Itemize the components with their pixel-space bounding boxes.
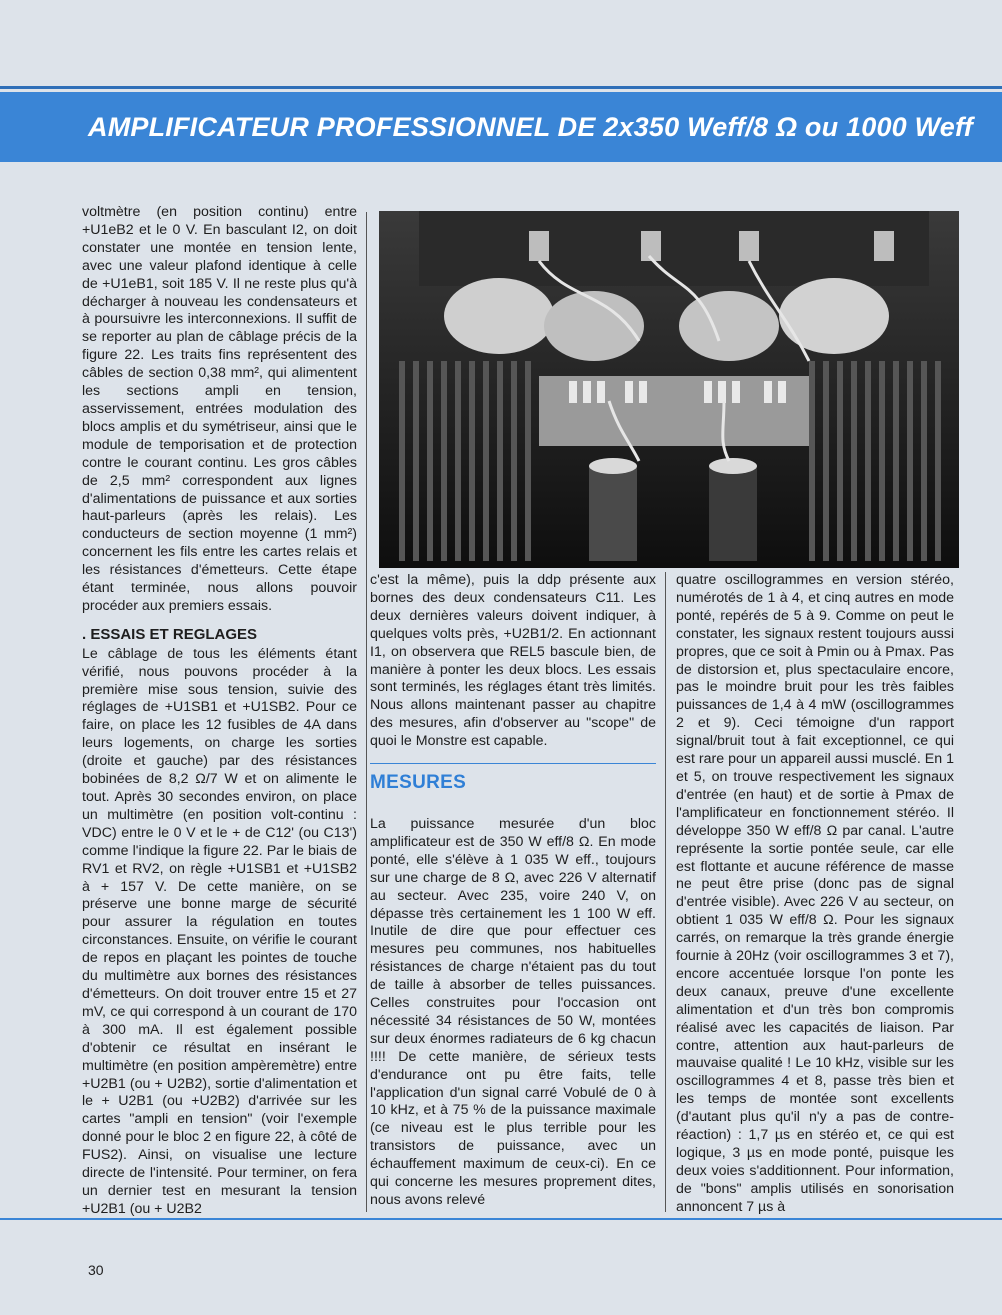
section-rule bbox=[370, 763, 656, 764]
column-divider bbox=[665, 572, 666, 1212]
paragraph: La puissance mesurée d'un bloc amplificateur est de 350 W eff/8 Ω. En mode ponté, elle s'élève à 1 035 W eff., toujours sur une charge de 8 Ω, avec 226 V alternatif au secteur. Avec 235, voire 240 V, on dépasse très certainement les 1 100 W eff. Inutile de dire que pour effectuer ces mesures peu communes, nos habituelles résistances de charge n'étaient pas du tout de taille à absorber de telles puissances. Celles construites pour l'occasion ont nécessité 34 résistances de 50 W, montées sur deux énormes radiateurs de 6 kg chacun !!!! De cette manière, de sérieux tests d'endurance ont pu être faits, telle l'application d'un signal carré Vobulé de 0 à 10 kHz, et à 75 % de la puissance maximale (ce niveau est le plus terrible pour les transistors de puissance, avec un échauffement maximum de ceux-ci). En ce qui concerne les mesures proprement dites, nous avons relevé bbox=[370, 815, 656, 1208]
bottom-rule bbox=[0, 1218, 1002, 1220]
top-rule bbox=[0, 86, 1002, 89]
text-column-left bbox=[82, 204, 357, 1219]
paragraph: quatre oscillogrammes en version stéréo, numérotés de 1 à 4, et cinq autres en mode ponté, repérés de 5 à 9. Comme on peut le constater, les signaux restent toujours aussi propres, que ce soit à Pmin ou à Pmax. Pas de distorsion et, plus spectaculaire encore, pas le moindre bruit pour les très faibles puissances de 1,4 à 4 mW (oscillogrammes 2 et 9). Ceci témoigne d'un rapport signal/bruit tout à fait exceptionnel, ce qui est rare pour un appareil aussi musclé. En 1 et 5, on trouve respectivement les signaux d'entrée (en haut) et de sortie à Pmax de l'amplificateur en fonctionnement stéréo. Il développe 350 W eff/8 Ω par canal. L'autre représente la sortie pontée seule, car elle est flottante et aucune référence de masse ne peut être prise (donc pas de signal d'entrée visible). Avec 226 V au secteur, on obtient 1 035 W eff/8 Ω. Pour les signaux carrés, on remarque la très grande énergie fournie à 20Hz (voir oscillogrammes 3 et 7), encore accentuée lorsque l'on ponte les deux canaux, preuve d'une excellente alimentation et d'un très bon compromis réalisé avec les capacités de liaison. Par contre, attention aux haut-parleurs de mauvaise qualité ! Le 10 kHz, visible sur les oscillogrammes 4 et 8, passe très bien et les temps de montée sont excellents (d'autant plus qu'il n'y a pas de contre-réaction) : 1,7 µs en stéréo et, ce qui est logique, 3 µs en mode ponté, puisque les deux voies s'additionnent. Pour information, de "bons" amplis utilisés en sonorisation annoncent 7 µs à bbox=[676, 572, 954, 1215]
paragraph: Le câblage de tous les éléments étant vérifié, nous pouvons procéder à la première mise sous tension, suivie des réglages de +U1SB1 et +U1SB2. Pour ce faire, on place les 12 fusibles de 4A dans leurs logements, on charge les sorties (droite et gauche) par des résistances bobinées de 8,2 Ω/7 W et on alimente le tout. Après 30 secondes environ, on place un multimètre (en position volt-continu : VDC) entre le 0 V et le + de C12' (ou C13') comme l'indique la figure 22. Par le biais de RV1 et RV2, on règle +U1SB1 et +U1SB2 à + 157 V. De cette manière, on se préserve une bonne marge de sécurité pour assurer la régulation en toutes circonstances. Ensuite, on vérifie le courant de repos en plaçant les pointes de touche du multimètre aux bornes des résistances d'émetteurs. On doit trouver entre 15 et 27 mV, ce qui correspond à un courant de 170 à 300 mA. Il est également possible d'obtenir ce résultat en insérant le multimètre (en position ampèremètre) entre +U2B1 (ou + U2B2), sortie d'alimentation et le + U2B1 (ou +U2B2) d'arrivée sur les cartes "ampli en tension" (voir l'exemple donné pour le bloc 2 en figure 22, à côté de FUS2). Ainsi, on visualise une lecture directe de l'intensité. Pour terminer, on fera un dernier test en mesurant la tension +U2B1 (ou + U2B2 bbox=[82, 645, 357, 1217]
paragraph: voltmètre (en position continu) entre +U1eB2 et le 0 V. En basculant I2, on doit constater une montée en tension lente, avec une valeur plafond identique à celle de +U1eB1, soit 185 V. Il ne reste plus qu'à décharger à nouveau les condensateurs et à poursuivre les interconnexions. Il suffit de se reporter au plan de câblage précis de la figure 22. Les traits fins représentent des câbles de section 0,38 mm², qui alimentent les sections ampli en tension, asservissement, entrées modulation des blocs amplis et du symétriseur, ainsi que le module de temporisation et de protection contre le courant continu. Les gros câbles de 2,5 mm² correspondent aux lignes d'alimentations de puissance et aux sorties haut-parleurs (après les relais). Les conducteurs de section moyenne (1 mm²) concernent les fils entre les cartes relais et les résistances d'émetteurs. Cette étape étant terminée, nous allons pouvoir procéder aux premiers essais. bbox=[82, 204, 357, 614]
text-column-right bbox=[676, 572, 954, 1217]
title-banner bbox=[0, 92, 1002, 162]
amplifier-photo bbox=[379, 211, 959, 568]
text-column-middle bbox=[370, 572, 656, 1210]
section-heading-mesures: MESURES bbox=[370, 772, 467, 794]
paragraph: c'est la même), puis la ddp présente aux bornes des deux condensateurs C11. Les deux dernières valeurs doivent indiquer, à quelques volts près, +U2B1/2. En actionnant I1, on observera que REL5 bascule bien, de manière à ponter les deux blocs. Les essais sont terminés, les réglages étant très limités. Nous allons maintenant passer au chapitre des mesures, afin d'observer au "scope" de quoi le Monstre est capable. bbox=[370, 572, 656, 750]
page-number: 30 bbox=[88, 1262, 104, 1278]
article-title: AMPLIFICATEUR PROFESSIONNEL DE 2x350 Weff/8 Ω ou 1000 Weff bbox=[88, 112, 973, 142]
section-heading: . ESSAIS ET REGLAGES bbox=[82, 625, 258, 643]
column-divider bbox=[366, 212, 367, 1212]
